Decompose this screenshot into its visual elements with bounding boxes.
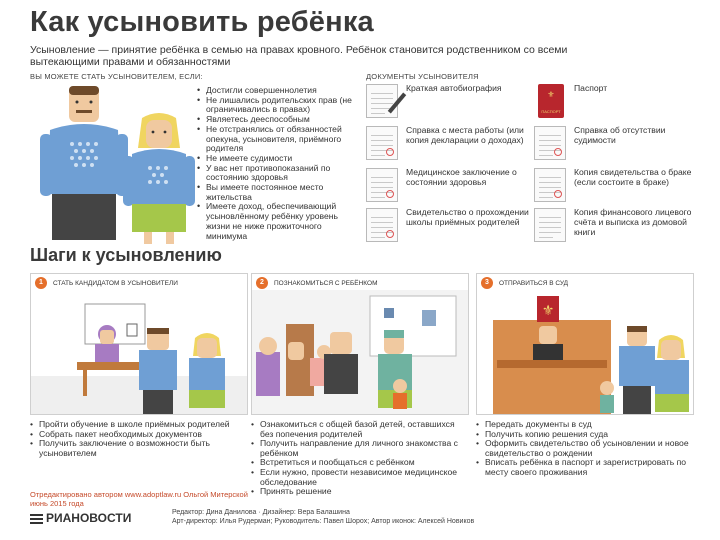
step-2-list bbox=[251, 420, 469, 497]
step-panel-1 bbox=[30, 273, 248, 415]
document-financial-account bbox=[534, 208, 702, 248]
step-number-badge: 1 bbox=[35, 277, 47, 289]
pen-document-icon bbox=[366, 84, 398, 118]
document-passport bbox=[534, 84, 702, 124]
step-header bbox=[35, 277, 178, 289]
step-item: • Встретиться и пообщаться с ребёнком bbox=[251, 458, 469, 468]
step-item: • Получить направление для личного знакомства с ребёнком bbox=[251, 439, 469, 458]
steps-title: Шаги к усыновлению bbox=[30, 245, 222, 265]
document-label: Краткая автобиография bbox=[406, 83, 502, 93]
step-item: • Пройти обучение в школе приёмных родителей bbox=[30, 420, 248, 430]
document-label: Паспорт bbox=[574, 83, 608, 93]
document-icon bbox=[366, 126, 398, 160]
logo-text: РИАНОВОСТИ bbox=[46, 511, 132, 525]
step-panel-2 bbox=[251, 273, 469, 415]
step-item: • Ознакомиться с общей базой детей, оставшихся без попечения родителей bbox=[251, 420, 469, 439]
requirement-item: • Являетесь дееспособным bbox=[197, 115, 357, 125]
adoptive-father-illustration bbox=[36, 84, 132, 244]
step-1-list bbox=[30, 420, 248, 458]
step-item: • Собрать пакет необходимых документов bbox=[30, 430, 248, 440]
step-item: • Оформить свидетельство об усыновлении и новое свидетельство о рождении bbox=[476, 439, 694, 458]
document-icon bbox=[534, 168, 566, 202]
svg-text:⚜: ⚜ bbox=[541, 302, 555, 318]
passport-cover-text: ПАСПОРТ bbox=[541, 109, 561, 114]
requirement-item: • У вас нет противопоказаний по состоянию здоровья bbox=[197, 164, 357, 183]
document-work-certificate bbox=[366, 126, 534, 166]
step-header bbox=[256, 277, 377, 289]
step-item: • Принять решение bbox=[251, 487, 469, 497]
document-no-criminal-record bbox=[534, 126, 702, 166]
document-label: Медицинское заключение о состоянии здоровья bbox=[406, 167, 517, 187]
staff-credits: Редактор: Дина Данилова · Дизайнер: Вера Балашина Арт-директор: Илья Рудерман; Руководитель: Павел Шорох; Автор иконок: Алексей Новиков bbox=[172, 509, 475, 525]
document-medical bbox=[366, 168, 534, 208]
step-header bbox=[481, 277, 568, 289]
document-label: Копия свидетельства о браке (если состоите в браке) bbox=[574, 167, 692, 187]
step-heading: ОТПРАВИТЬСЯ В СУД bbox=[499, 279, 569, 287]
document-parent-school bbox=[366, 208, 534, 248]
step-number-badge: 3 bbox=[481, 277, 493, 289]
document-autobiography bbox=[366, 84, 534, 124]
passport-emblem: ⚜ bbox=[547, 90, 555, 99]
documents-heading: ДОКУМЕНТЫ УСЫНОВИТЕЛЯ bbox=[366, 72, 479, 81]
requirement-item: • Не лишались родительских прав (не ограничивались в правах) bbox=[197, 96, 357, 115]
documents-grid bbox=[366, 84, 702, 250]
step-item: • Получить копию решения суда bbox=[476, 430, 694, 440]
step-item: • Если нужно, провести независимое медицинское обследование bbox=[251, 468, 469, 487]
requirement-item: • Не отстранялись от обязанностей опекуна, усыновителя, приёмного родителя bbox=[197, 125, 357, 154]
document-icon bbox=[366, 208, 398, 242]
step-item: • Передать документы в суд bbox=[476, 420, 694, 430]
page-title: Как усыновить ребёнка bbox=[30, 6, 374, 38]
document-label: Справка с места работы (или копия декларации о доходах) bbox=[406, 125, 524, 145]
ria-logo-icon bbox=[30, 513, 43, 524]
document-icon bbox=[534, 208, 566, 242]
requirement-item: • Не имеете судимости bbox=[197, 154, 357, 164]
document-icon bbox=[534, 126, 566, 160]
requirements-list bbox=[197, 86, 357, 241]
requirement-item: • Достигли совершеннолетия bbox=[197, 86, 357, 96]
step-panel-3 bbox=[476, 273, 694, 415]
requirements-heading: ВЫ МОЖЕТЕ СТАТЬ УСЫНОВИТЕЛЕМ, ЕСЛИ: bbox=[30, 72, 203, 81]
requirement-item: • Имеете доход, обеспечивающий усыновлённому ребёнку уровень жизни не ниже прожиточного минимума bbox=[197, 202, 357, 241]
document-label: Копия финансового лицевого счёта и выписка из домовой книги bbox=[574, 207, 692, 237]
step-3-list bbox=[476, 420, 694, 478]
edit-credit: Отредактировано автором www.adoptlaw.ru Ольгой Митерской июнь 2015 года bbox=[30, 490, 248, 508]
step-heading: СТАТЬ КАНДИДАТОМ В УСЫНОВИТЕЛИ bbox=[53, 279, 178, 287]
document-icon bbox=[366, 168, 398, 202]
court-scene-illustration bbox=[477, 290, 694, 415]
office-scene-illustration bbox=[31, 290, 248, 415]
step-heading: ПОЗНАКОМИТЬСЯ С РЕБЁНКОМ bbox=[274, 279, 378, 287]
requirement-item: • Вы имеете постоянное место жительства bbox=[197, 183, 357, 202]
step-number-badge: 2 bbox=[256, 277, 268, 289]
step-item: • Получить заключение о возможности быть усыновителем bbox=[30, 439, 248, 458]
document-label: Свидетельство о прохождении школы приёмных родителей bbox=[406, 207, 529, 227]
document-label: Справка об отсутствии судимости bbox=[574, 125, 666, 145]
meeting-scene-illustration bbox=[252, 290, 469, 415]
passport-icon bbox=[538, 84, 564, 118]
document-marriage-certificate bbox=[534, 168, 702, 208]
intro-text: Усыновление — принятие ребёнка в семью на правах кровного. Ребёнок становится родственником со всеми вытекающими правами и обязанностями bbox=[30, 44, 568, 68]
step-item: • Вписать ребёнка в паспорт и зарегистрировать по месту своего проживания bbox=[476, 458, 694, 477]
adoptive-mother-illustration bbox=[120, 112, 198, 244]
ria-novosti-logo bbox=[30, 511, 131, 525]
